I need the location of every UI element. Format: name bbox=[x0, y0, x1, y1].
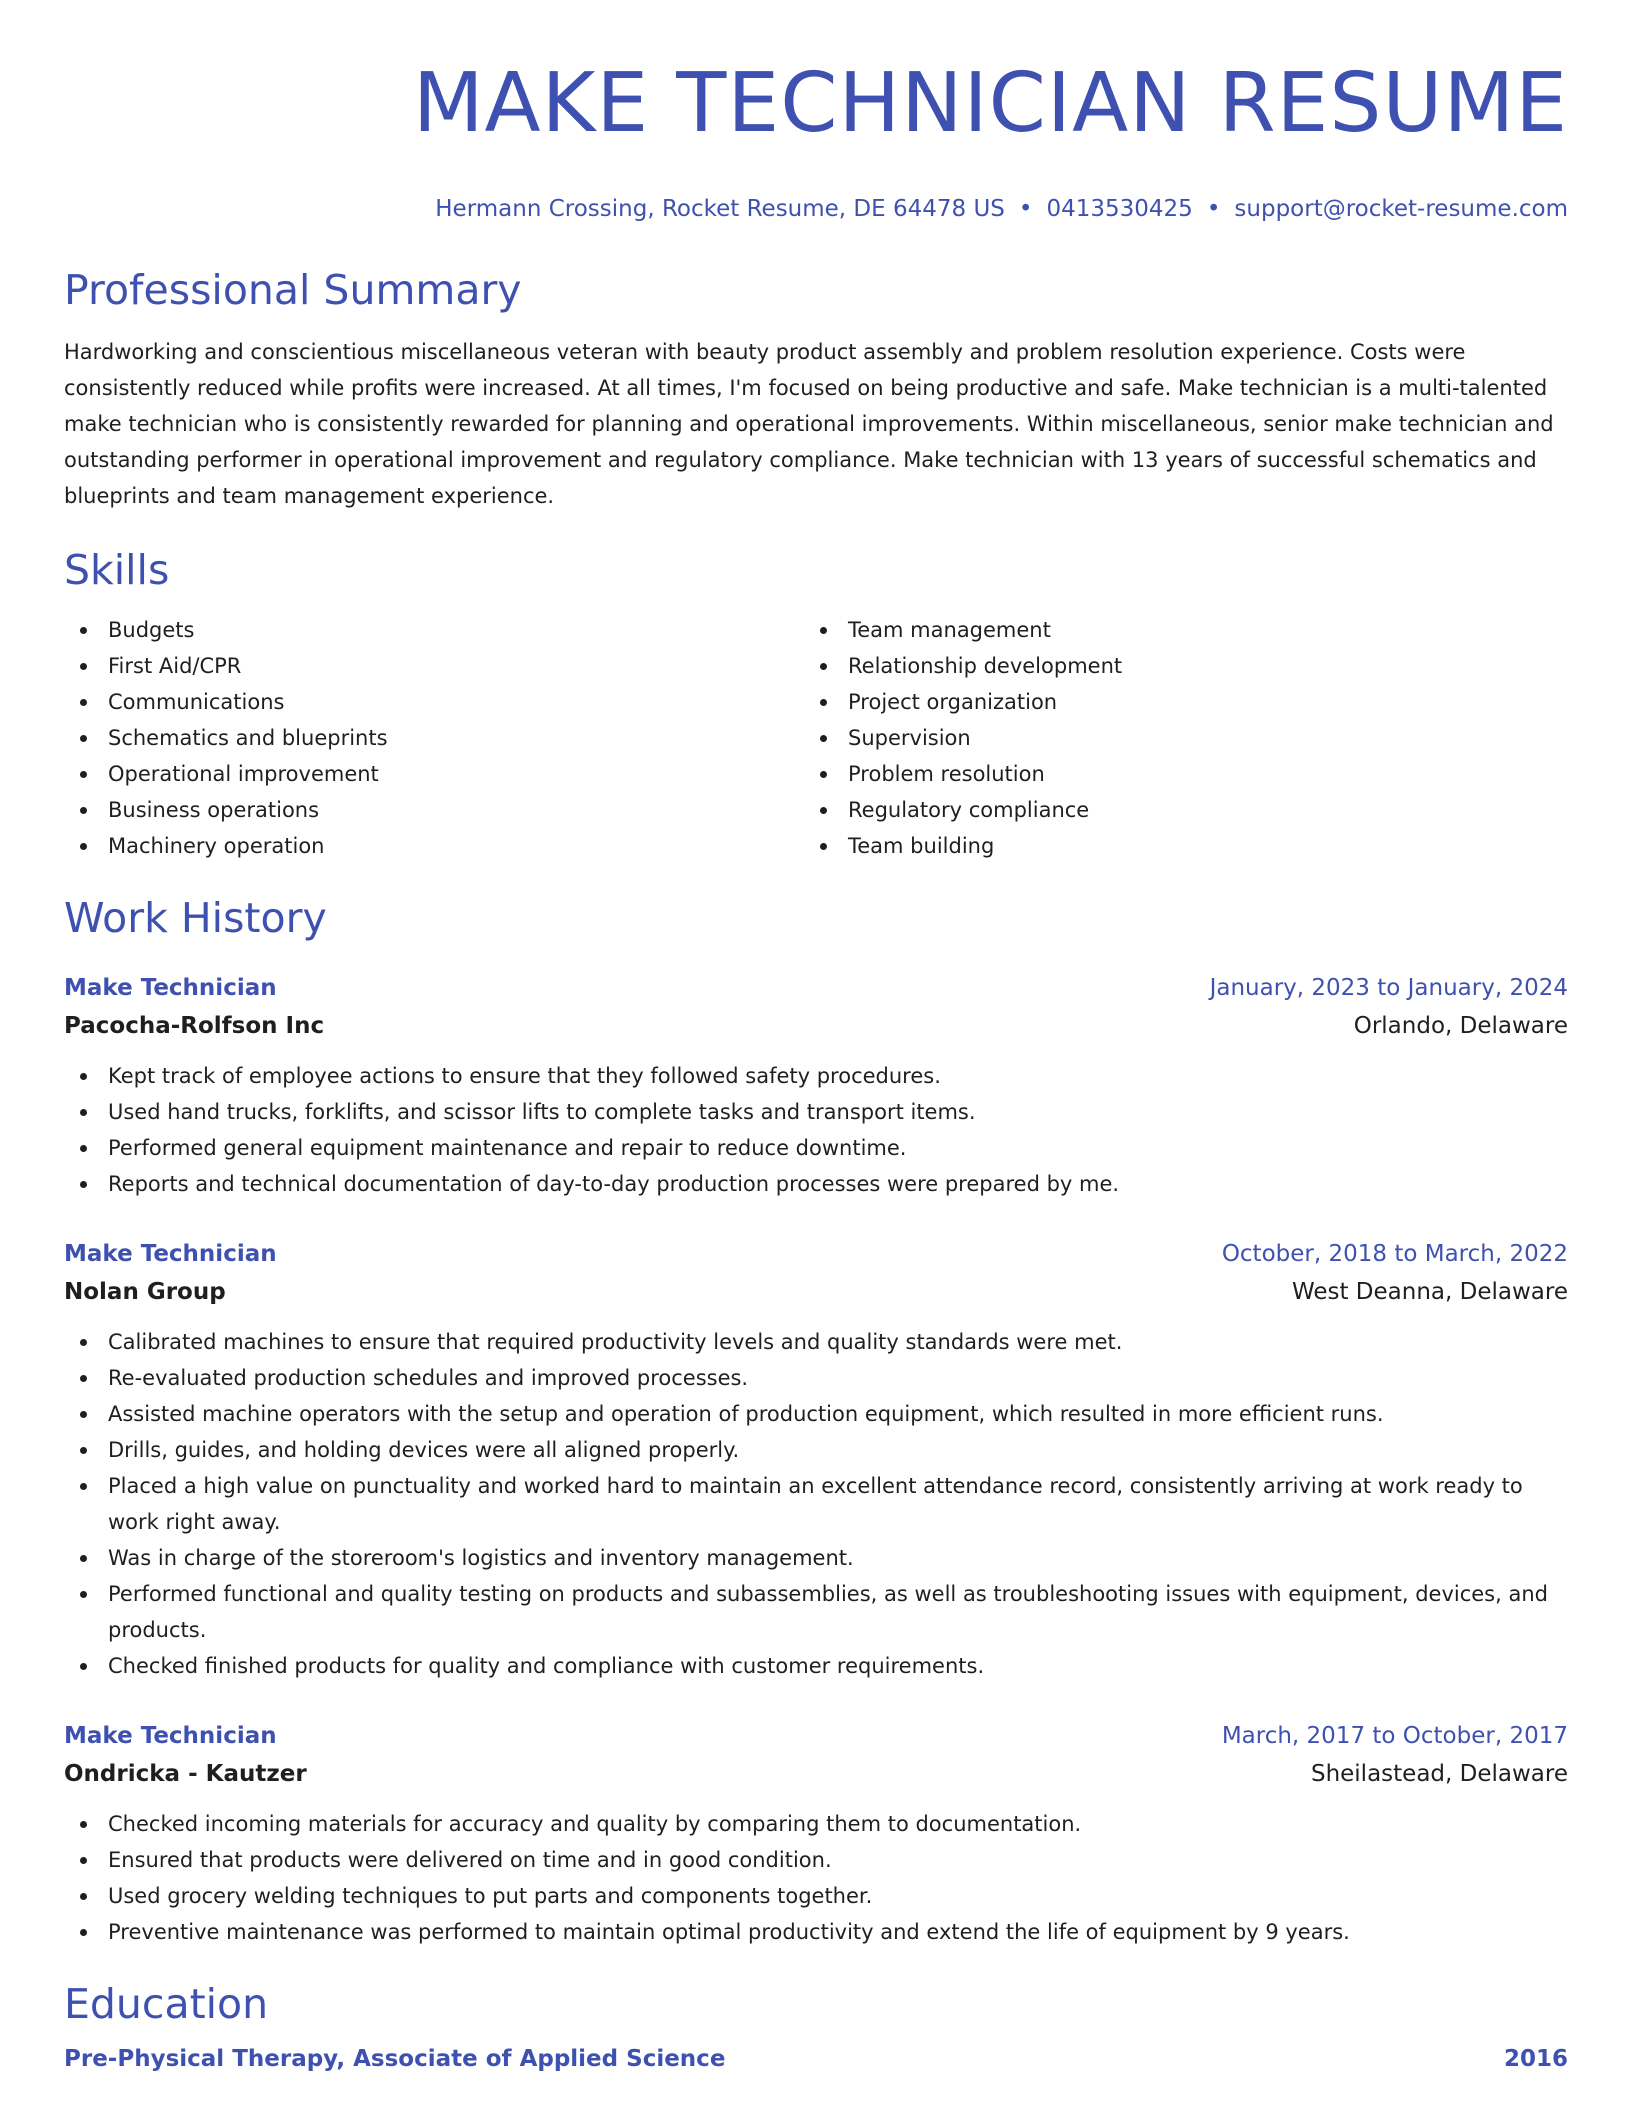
job-bullet: Preventive maintenance was performed to maintain optimal productivity and extend the life of equipment by 9 years. bbox=[64, 1914, 1568, 1950]
contact-email: support@rocket-resume.com bbox=[1234, 196, 1568, 222]
job-header-row bbox=[64, 970, 1568, 1006]
contact-line bbox=[64, 194, 1568, 224]
job-bullet: Drills, guides, and holding devices were all aligned properly. bbox=[64, 1432, 1568, 1468]
summary-heading: Professional Summary bbox=[64, 266, 522, 314]
job-bullet: Checked incoming materials for accuracy and quality by comparing them to documentation. bbox=[64, 1806, 1568, 1842]
job-bullet: Was in charge of the storeroom's logistics and inventory management. bbox=[64, 1540, 1568, 1576]
skill-item: Budgets bbox=[64, 612, 804, 648]
resume-title: MAKE TECHNICIAN RESUME bbox=[412, 56, 1568, 151]
job-bullet: Reports and technical documentation of day-to-day production processes were prepared by me. bbox=[64, 1166, 1568, 1202]
job-company-row bbox=[64, 1754, 1568, 1794]
skill-item: First Aid/CPR bbox=[64, 648, 804, 684]
skills-list-right bbox=[804, 612, 1544, 864]
skill-item: Team management bbox=[804, 612, 1544, 648]
job-bullets bbox=[64, 1058, 1568, 1202]
education-entry bbox=[64, 2046, 1568, 2072]
job-bullets bbox=[64, 1806, 1568, 1950]
job-company-row bbox=[64, 1006, 1568, 1046]
skills-grid bbox=[64, 612, 1568, 864]
skill-item: Regulatory compliance bbox=[804, 792, 1544, 828]
job-bullet: Calibrated machines to ensure that required productivity levels and quality standards were met. bbox=[64, 1324, 1568, 1360]
job-company: Nolan Group bbox=[64, 1279, 226, 1305]
skill-item: Project organization bbox=[804, 684, 1544, 720]
work-history-heading: Work History bbox=[64, 894, 327, 942]
job-dates: March, 2017 to October, 2017 bbox=[1221, 1723, 1568, 1749]
job-header-row bbox=[64, 1718, 1568, 1754]
skill-item: Schematics and blueprints bbox=[64, 720, 804, 756]
job-location: Sheilastead, Delaware bbox=[1310, 1761, 1568, 1787]
job-bullet: Kept track of employee actions to ensure that they followed safety procedures. bbox=[64, 1058, 1568, 1094]
job-role: Make Technician bbox=[64, 1241, 277, 1267]
job-role: Make Technician bbox=[64, 1723, 277, 1749]
job-bullet: Performed functional and quality testing on products and subassemblies, as well as troubleshooting issues with equipment, devices, and products. bbox=[64, 1576, 1568, 1648]
education-year: 2016 bbox=[1503, 2046, 1568, 2072]
skill-item: Supervision bbox=[804, 720, 1544, 756]
job-bullet: Used hand trucks, forklifts, and scissor lifts to complete tasks and transport items. bbox=[64, 1094, 1568, 1130]
skill-item: Problem resolution bbox=[804, 756, 1544, 792]
job-location: Orlando, Delaware bbox=[1353, 1013, 1568, 1039]
job-header-row bbox=[64, 1236, 1568, 1272]
skill-item: Communications bbox=[64, 684, 804, 720]
education-heading: Education bbox=[64, 1980, 269, 2028]
job-company: Pacocha-Rolfson Inc bbox=[64, 1013, 325, 1039]
contact-phone: 0413530425 bbox=[1046, 196, 1193, 222]
education-degree: Pre-Physical Therapy, Associate of Applied Science bbox=[64, 2046, 726, 2072]
skill-item: Operational improvement bbox=[64, 756, 804, 792]
skill-item: Team building bbox=[804, 828, 1544, 864]
job-company-row bbox=[64, 1272, 1568, 1312]
job-bullet: Checked finished products for quality and compliance with customer requirements. bbox=[64, 1648, 1568, 1684]
job-bullet: Assisted machine operators with the setup and operation of production equipment, which resulted in more efficient runs. bbox=[64, 1396, 1568, 1432]
job-bullet: Ensured that products were delivered on time and in good condition. bbox=[64, 1842, 1568, 1878]
job-entry bbox=[64, 1718, 1568, 1950]
contact-separator: • bbox=[1018, 196, 1033, 222]
skill-item: Relationship development bbox=[804, 648, 1544, 684]
job-bullet: Re-evaluated production schedules and improved processes. bbox=[64, 1360, 1568, 1396]
job-bullet: Used grocery welding techniques to put parts and components together. bbox=[64, 1878, 1568, 1914]
job-entry bbox=[64, 970, 1568, 1202]
job-bullet: Placed a high value on punctuality and worked hard to maintain an excellent attendance record, consistently arriving at work ready to work right away. bbox=[64, 1468, 1568, 1540]
job-entry bbox=[64, 1236, 1568, 1684]
job-bullets bbox=[64, 1324, 1568, 1684]
skills-column-left bbox=[64, 612, 804, 864]
job-dates: January, 2023 to January, 2024 bbox=[1209, 975, 1568, 1001]
skills-heading: Skills bbox=[64, 546, 170, 594]
job-dates: October, 2018 to March, 2022 bbox=[1221, 1241, 1568, 1267]
contact-address: Hermann Crossing, Rocket Resume, DE 64478 US bbox=[435, 196, 1005, 222]
job-company: Ondricka - Kautzer bbox=[64, 1761, 307, 1787]
job-bullet: Performed general equipment maintenance and repair to reduce downtime. bbox=[64, 1130, 1568, 1166]
skills-list-left bbox=[64, 612, 804, 864]
skill-item: Machinery operation bbox=[64, 828, 804, 864]
contact-separator: • bbox=[1206, 196, 1221, 222]
job-role: Make Technician bbox=[64, 975, 277, 1001]
skill-item: Business operations bbox=[64, 792, 804, 828]
job-location: West Deanna, Delaware bbox=[1291, 1279, 1568, 1305]
skills-column-right bbox=[804, 612, 1544, 864]
summary-text: Hardworking and conscientious miscellaneous veteran with beauty product assembly and problem resolution experience. Costs were consistently reduced while profits were increased. At all times, I'm focused on being productive and safe. Make technician is a multi-talented make technician who is consistently rewarded for planning and operational improvements. Within miscellaneous, senior make technician and outstanding performer in operational improvement and regulatory compliance. Make technician with 13 years of successful schematics and blueprints and team management experience. bbox=[64, 340, 1554, 508]
